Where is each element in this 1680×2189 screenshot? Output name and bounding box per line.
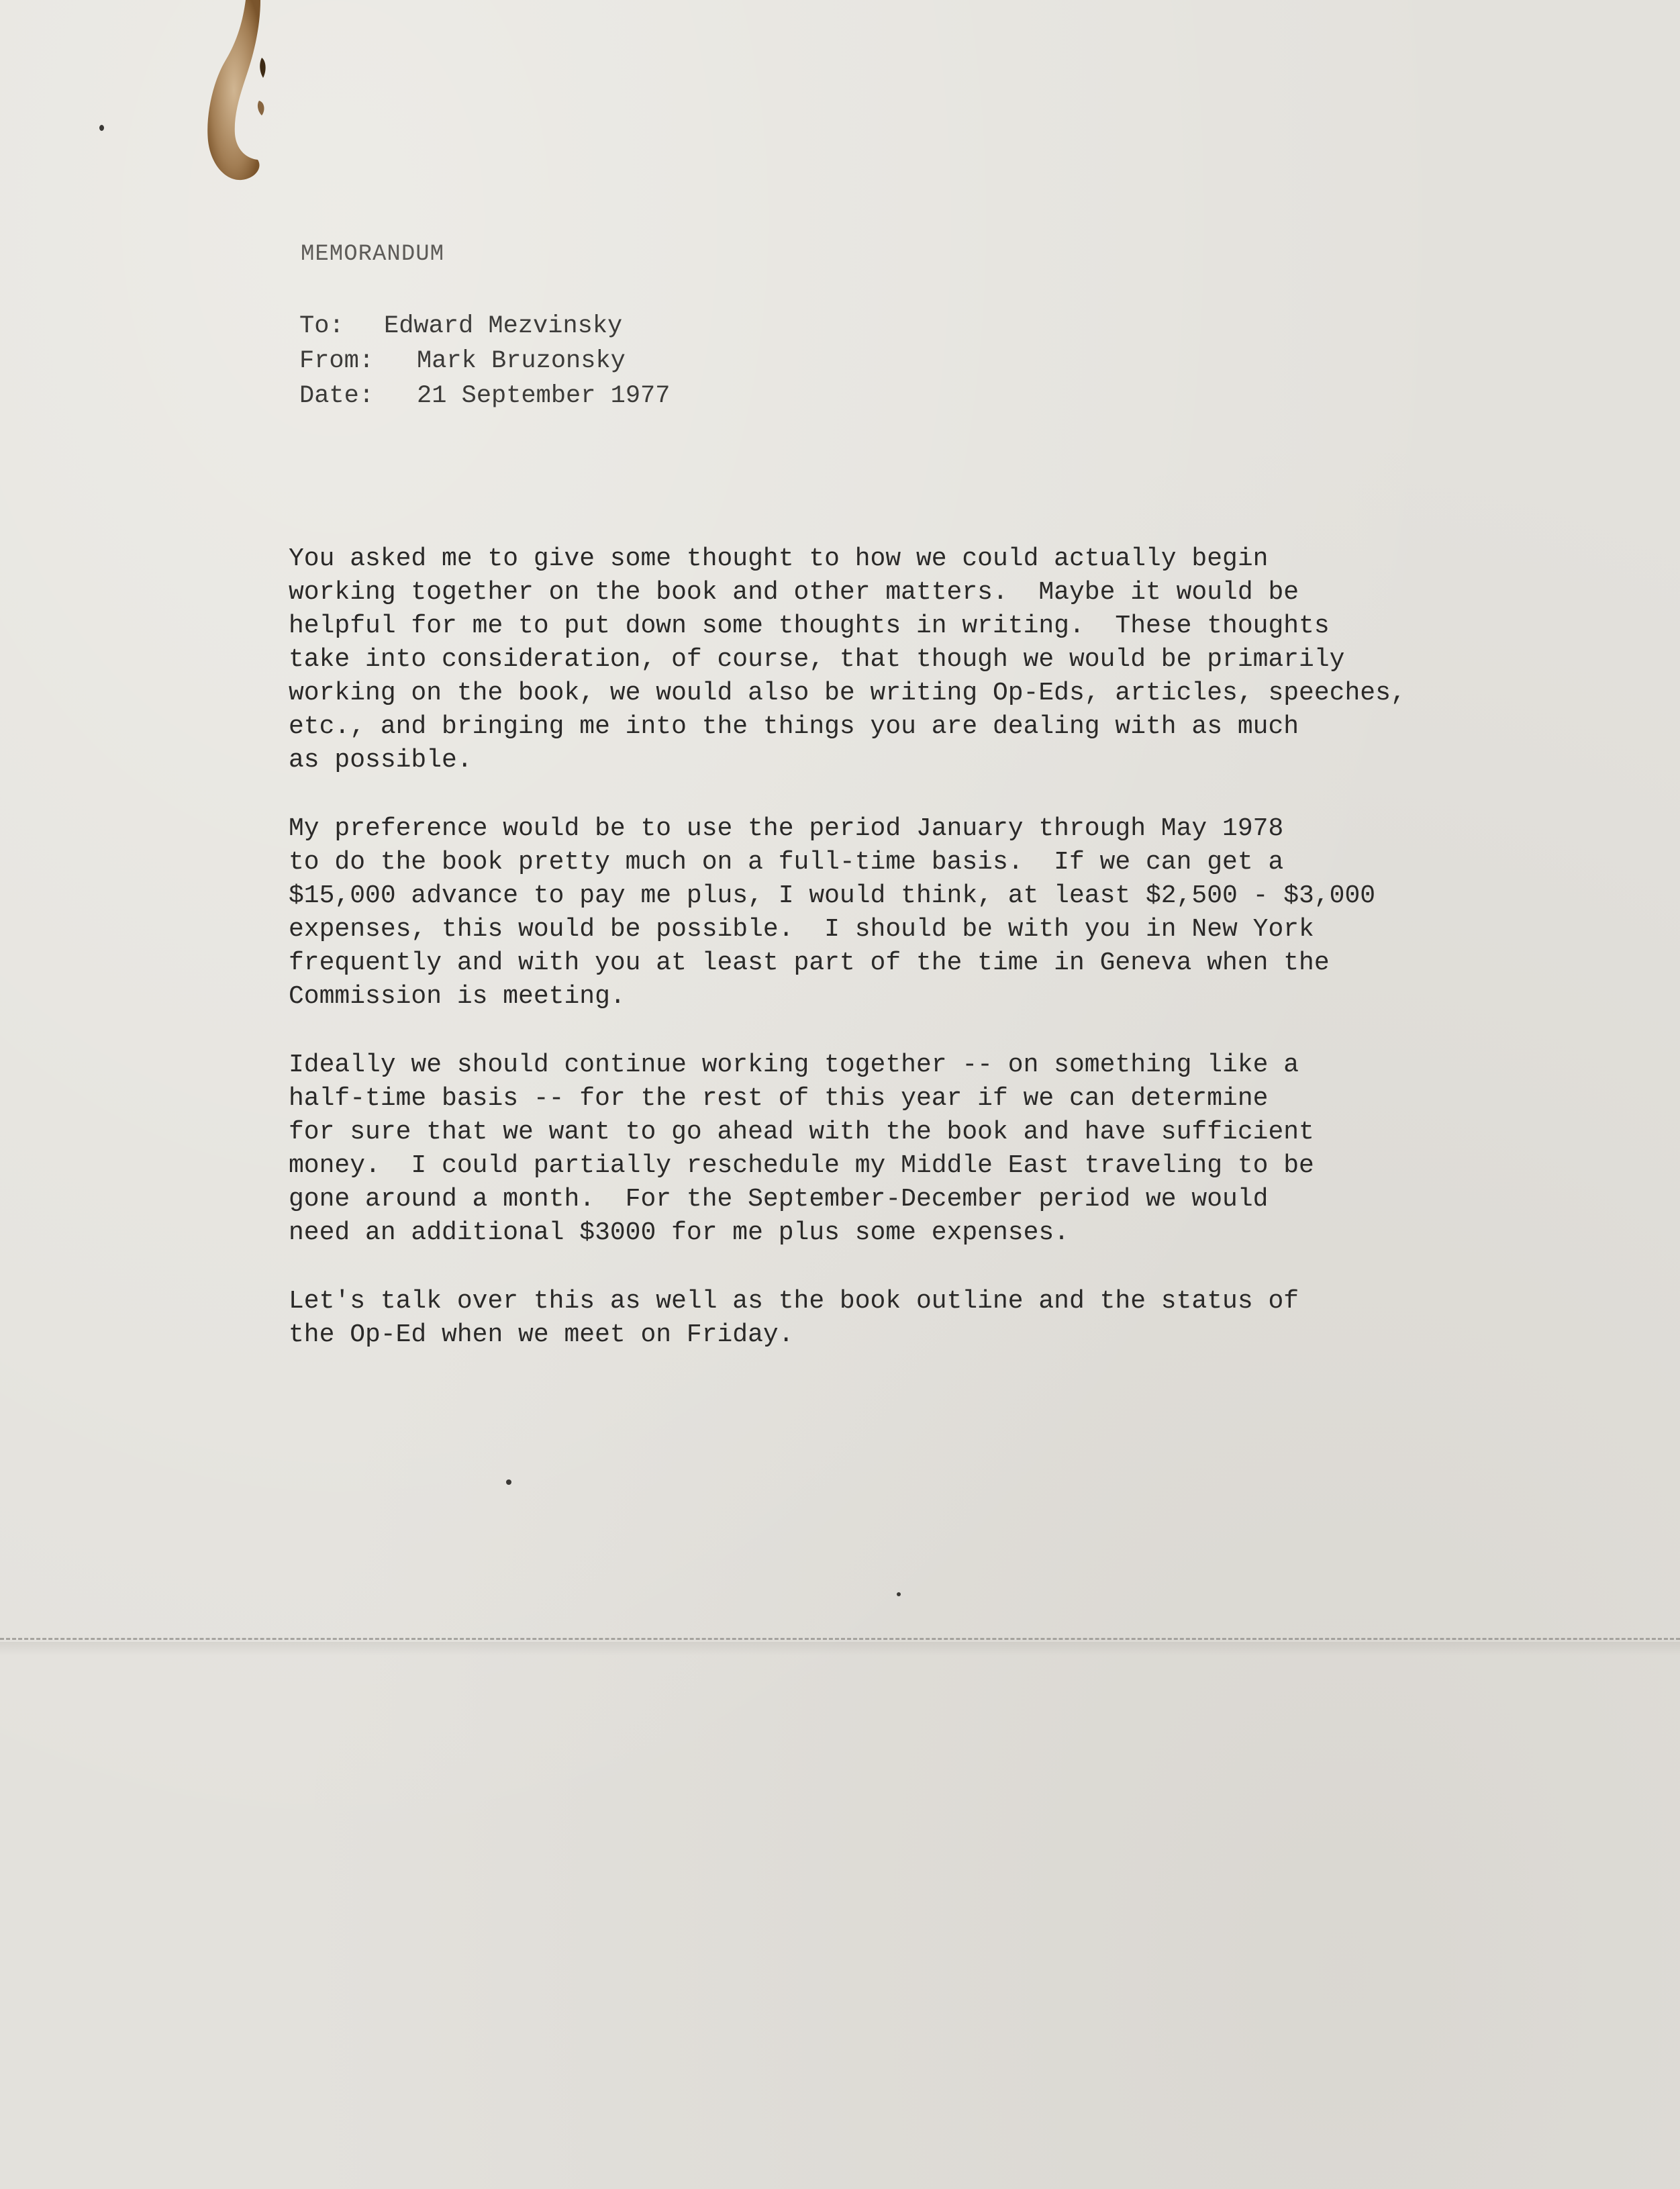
from-value: Mark Bruzonsky — [417, 347, 626, 375]
body-line: the Op-Ed when we meet on Friday. — [289, 1320, 794, 1349]
body-line: money. I could partially reschedule my Middle East traveling to be — [289, 1151, 1314, 1180]
fold-line — [0, 1638, 1680, 1640]
paragraph-1 — [289, 542, 1550, 777]
ink-speck — [506, 1479, 511, 1485]
to-label: To: — [299, 312, 344, 340]
body-line: helpful for me to put down some thoughts in writing. These thoughts — [289, 612, 1330, 640]
body-line: need an additional $3000 for me plus some expenses. — [289, 1218, 1069, 1247]
body-line: My preference would be to use the period January through May 1978 — [289, 814, 1284, 843]
body-line: working on the book, we would also be writing Op-Eds, articles, speeches, — [289, 679, 1406, 708]
body-line: Commission is meeting. — [289, 982, 626, 1011]
body-line: expenses, this would be possible. I should be with you in New York — [289, 915, 1314, 944]
body-line: to do the book pretty much on a full-time basis. If we can get a — [289, 848, 1284, 877]
from-row — [299, 344, 670, 379]
body-line: gone around a month. For the September-December period we would — [289, 1185, 1269, 1214]
body-line: for sure that we want to go ahead with the book and have sufficient — [289, 1118, 1314, 1147]
body-line: etc., and bringing me into the things you are dealing with as much — [289, 712, 1299, 741]
paragraph-2 — [289, 812, 1550, 1014]
to-row — [299, 309, 670, 344]
memo-body — [289, 542, 1550, 1387]
body-line: Let's talk over this as well as the book outline and the status of — [289, 1287, 1299, 1316]
body-line: working together on the book and other matters. Maybe it would be — [289, 578, 1299, 607]
body-line: half-time basis -- for the rest of this year if we can determine — [289, 1084, 1269, 1113]
paragraph-3 — [289, 1049, 1550, 1250]
body-line: as possible. — [289, 746, 473, 775]
to-value: Edward Mezvinsky — [384, 312, 623, 340]
ink-speck — [99, 125, 104, 131]
date-value: 21 September 1977 — [417, 382, 671, 410]
memo-header — [299, 309, 670, 414]
date-row — [299, 379, 670, 414]
body-line: take into consideration, of course, that though we would be primarily — [289, 645, 1345, 674]
date-label: Date: — [299, 382, 375, 410]
memo-title: MEMORANDUM — [301, 242, 445, 267]
fold-shadow — [0, 1642, 1680, 1655]
paragraph-4 — [289, 1285, 1550, 1352]
body-line: You asked me to give some thought to how we could actually begin — [289, 544, 1269, 573]
stain-mark — [199, 0, 279, 195]
body-line: frequently and with you at least part of the time in Geneva when the — [289, 948, 1330, 977]
body-line: $15,000 advance to pay me plus, I would think, at least $2,500 - $3,000 — [289, 881, 1376, 910]
body-line: Ideally we should continue working together -- on something like a — [289, 1051, 1299, 1079]
from-label: From: — [299, 347, 375, 375]
ink-speck — [897, 1592, 901, 1596]
